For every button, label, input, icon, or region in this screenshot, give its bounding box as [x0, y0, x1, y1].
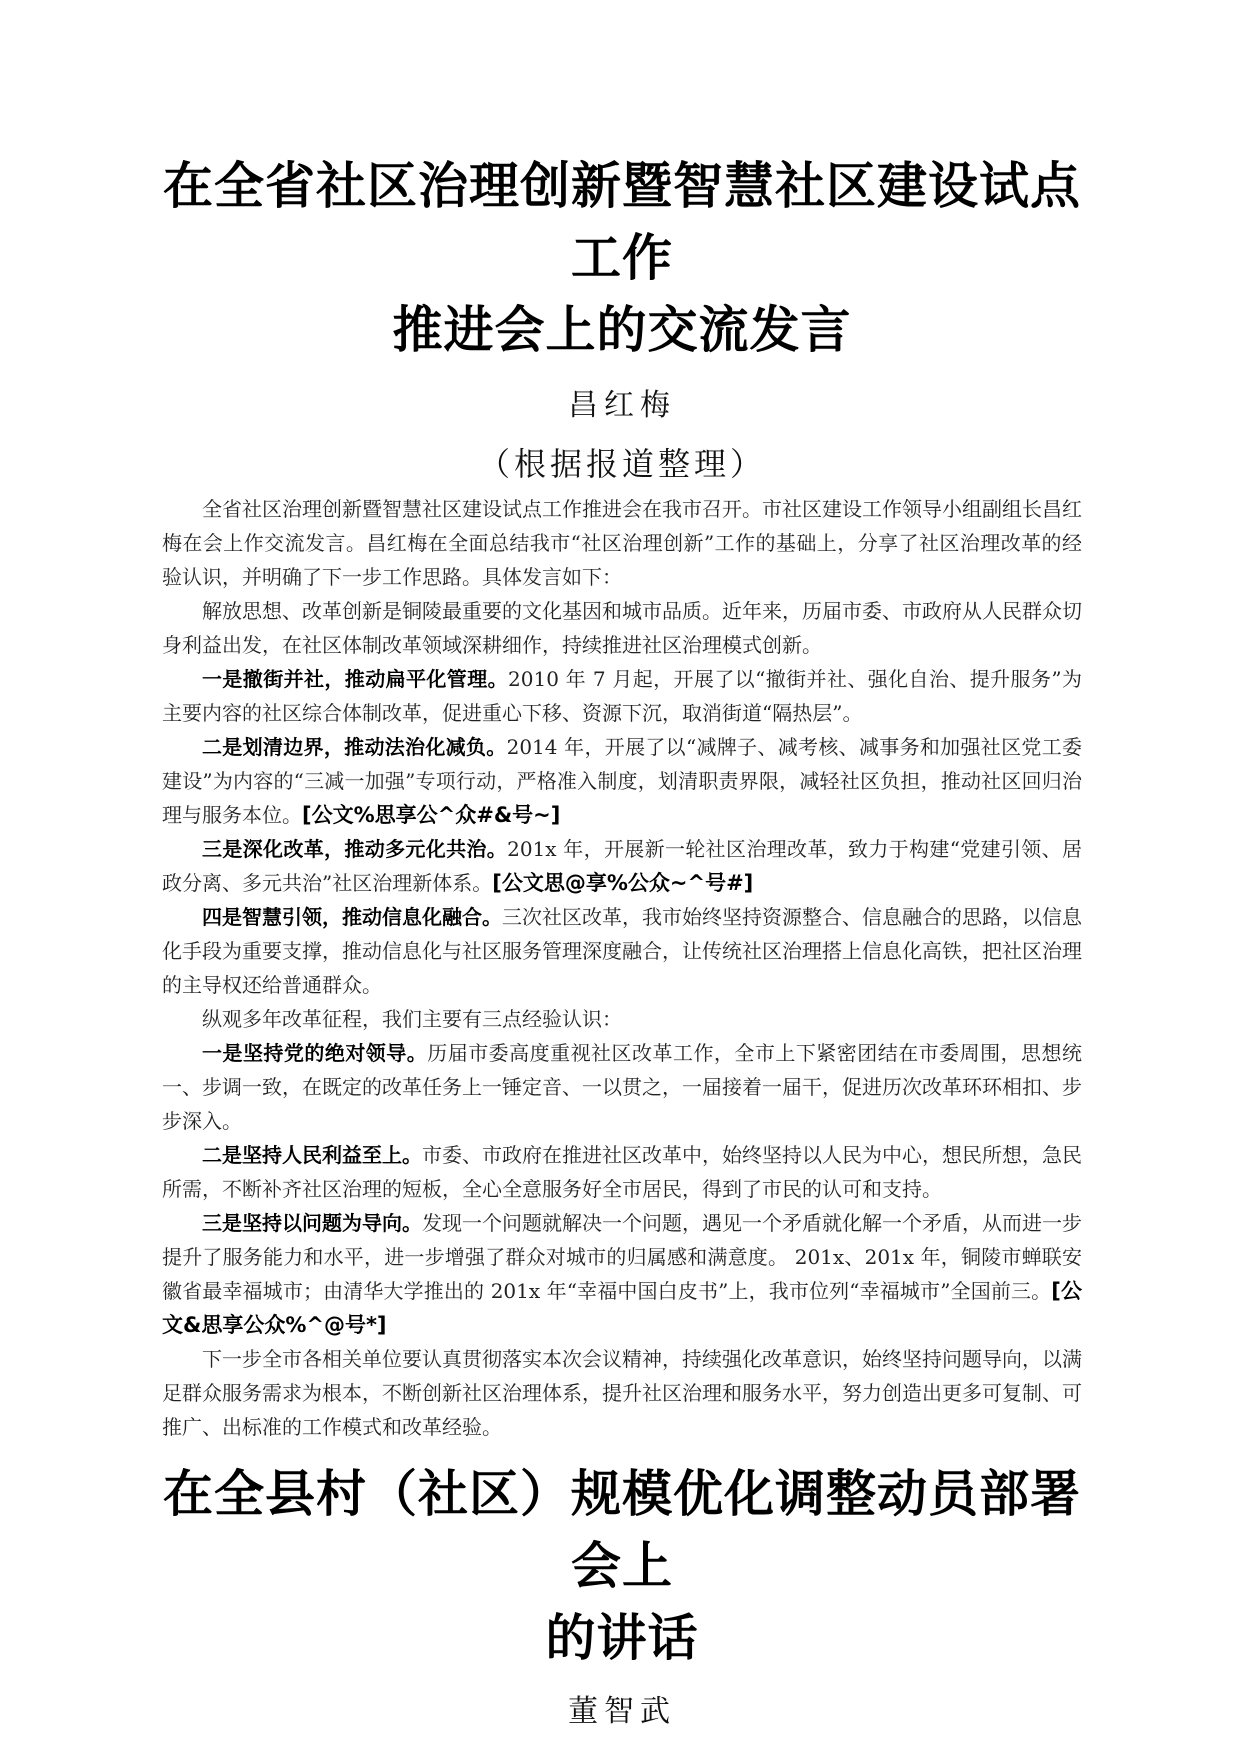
point-1-lead: 一是撤街并社，推动扁平化管理。 — [202, 667, 509, 691]
point-2-text: 2014 年，开展了以“减牌子、减考核、减事务和加强社区党工委建设”为内容的“三减一加强”专项行动，严格准入制度，划清职责界限，减轻社区负担，推动社区回归治理与服务本位。 — [162, 735, 1083, 827]
point-4-lead: 四是智慧引领，推动信息化融合。 — [202, 905, 502, 929]
paragraph-experience-intro: 纵观多年改革征程，我们主要有三点经验认识： — [202, 1007, 622, 1031]
watermark-tag-2: [公文思@享%公众~^号#] — [492, 871, 754, 895]
experience-1-lead: 一是坚持党的绝对领导。 — [202, 1041, 428, 1065]
document-content — [162, 150, 1082, 1732]
experience-2-lead: 二是坚持人民利益至上。 — [202, 1143, 422, 1167]
point-3-text: 201x 年，开展新一轮社区治理改革，致力于构建“党建引领、居政分离、多元共治”社区治理新体系。 — [162, 837, 1082, 895]
author-name: 昌红梅 — [568, 388, 676, 423]
watermark-tag-3: [公文&思享公众%^@号*] — [162, 1279, 1082, 1337]
second-author-name: 董智武 — [568, 1694, 676, 1729]
experience-3-lead: 三是坚持以问题为导向。 — [202, 1211, 422, 1235]
watermark-tag-1: [公文%思享公^众#&号~] — [302, 803, 561, 827]
document-title — [162, 150, 1082, 366]
second-title-line-2: 的讲话 — [545, 1609, 699, 1667]
source-note: （根据报道整理） — [477, 445, 766, 483]
second-document-title — [162, 1458, 1082, 1674]
paragraph-point-1 — [162, 662, 1082, 730]
experience-3-text: 发现一个问题就解决一个问题，遇见一个矛盾就化解一个矛盾，从而进一步提升了服务能力和水平，进一步增强了群众对城市的归属感和满意度。 201x、201x 年，铜陵市蝉联安徽省最幸福城市；由清华大学推出的 201x 年“幸福中国白皮书”上，我市位列“幸福城市”全国前三。 — [162, 1211, 1082, 1303]
paragraph-point-4 — [162, 900, 1082, 1002]
point-2-lead: 二是划清边界，推动法治化减负。 — [202, 735, 507, 759]
experience-1-text: 历届市委高度重视社区改革工作，全市上下紧密团结在市委周围，思想统一、步调一致，在既定的改革任务上一锤定音、一以贯之，一届接着一届干，促进历次改革环环相扣、步步深入。 — [162, 1041, 1083, 1133]
paragraph-experience-1 — [162, 1036, 1082, 1138]
title-line-1: 在全省社区治理创新暨智慧社区建设试点工作 — [163, 157, 1081, 287]
paragraph-next-steps: 下一步全市各相关单位要认真贯彻落实本次会议精神，持续强化改革意识，始终坚持问题导向，以满足群众服务需求为根本，不断创新社区治理体系，提升社区治理和服务水平，努力创造出更多可复制、可推广、出标准的工作模式和改革经验。 — [162, 1347, 1082, 1439]
experience-2-text: 市委、市政府在推进社区改革中，始终坚持以人民为中心，想民所想，急民所需，不断补齐社区治理的短板，全心全意服务好全市居民，得到了市民的认可和支持。 — [162, 1143, 1082, 1201]
point-4-text: 三次社区改革，我市始终坚持资源整合、信息融合的思路，以信息化手段为重要支撑，推动信息化与社区服务管理深度融合，让传统社区治理搭上信息化高铁，把社区治理的主导权还给普通群众。 — [162, 905, 1082, 997]
point-1-text: 2010 年 7 月起，开展了以“撤街并社、强化自治、提升服务”为主要内容的社区综合体制改革，促进重心下移、资源下沉，取消街道“隔热层”。 — [162, 667, 1082, 725]
paragraph-point-3 — [162, 832, 1082, 900]
paragraph-point-2 — [162, 730, 1082, 832]
paragraph-experience-3 — [162, 1206, 1082, 1342]
paragraph-experience-2 — [162, 1138, 1082, 1206]
paragraph-intro: 全省社区治理创新暨智慧社区建设试点工作推进会在我市召开。市社区建设工作领导小组副组长昌红梅在会上作交流发言。昌红梅在全面总结我市“社区治理创新”工作的基础上，分享了社区治理改革的经验认识，并明确了下一步工作思路。具体发言如下： — [162, 497, 1082, 589]
second-title-line-1: 在全县村（社区）规模优化调整动员部署会上 — [163, 1465, 1081, 1595]
title-line-2: 推进会上的交流发言 — [392, 301, 852, 359]
point-3-lead: 三是深化改革，推动多元化共治。 — [202, 837, 508, 861]
paragraph-background: 解放思想、改革创新是铜陵最重要的文化基因和城市品质。近年来，历届市委、市政府从人民群众切身利益出发，在社区体制改革领域深耕细作，持续推进社区治理模式创新。 — [162, 599, 1082, 657]
